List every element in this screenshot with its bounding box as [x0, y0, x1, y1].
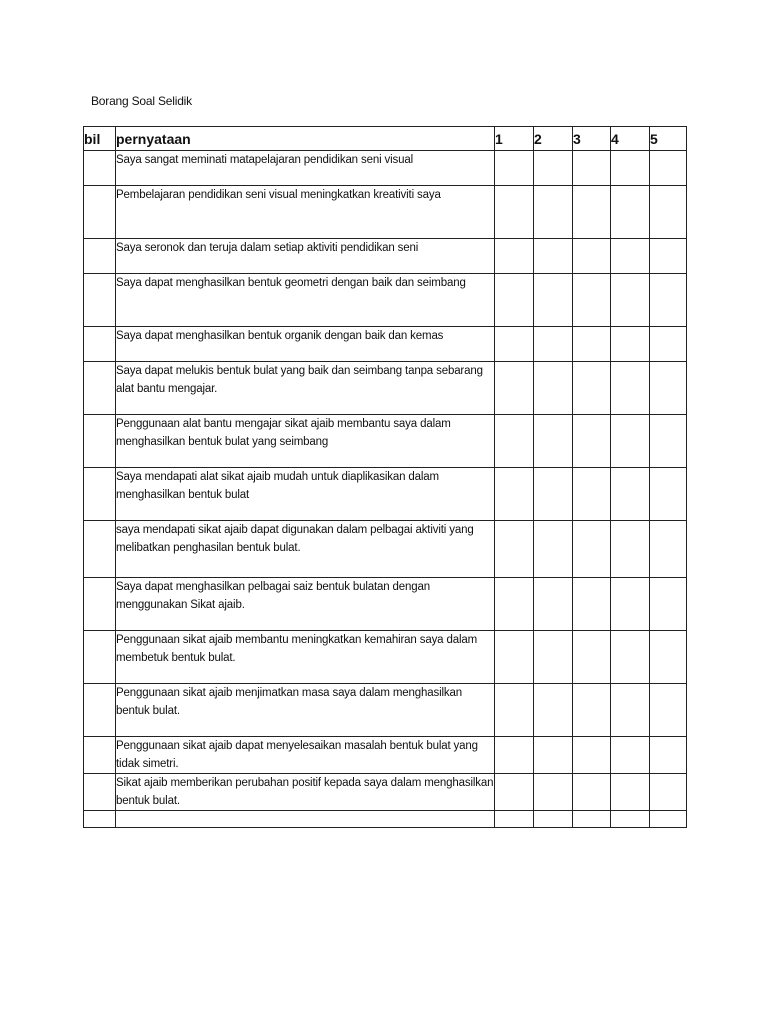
- scale-3-cell[interactable]: [573, 327, 611, 362]
- statement-cell: Penggunaan sikat ajaib membantu meningkatkan kemahiran saya dalam membetuk bentuk bulat.: [116, 631, 495, 684]
- scale-3-cell[interactable]: [573, 274, 611, 327]
- scale-4-cell[interactable]: [611, 737, 650, 774]
- scale-1-cell[interactable]: [495, 684, 534, 737]
- scale-1-cell[interactable]: [495, 631, 534, 684]
- scale-2-cell[interactable]: [534, 362, 573, 415]
- table-row: [84, 811, 687, 828]
- scale-5-cell[interactable]: [650, 415, 687, 468]
- statement-cell: [116, 811, 495, 828]
- scale-3-cell[interactable]: [573, 151, 611, 186]
- scale-2-cell[interactable]: [534, 521, 573, 578]
- scale-2-cell[interactable]: [534, 239, 573, 274]
- scale-5-cell[interactable]: [650, 774, 687, 811]
- bil-cell: [84, 578, 116, 631]
- table-row: [84, 274, 687, 327]
- scale-3-cell[interactable]: [573, 774, 611, 811]
- scale-4-cell[interactable]: [611, 151, 650, 186]
- table-row: [84, 774, 687, 811]
- scale-5-cell[interactable]: [650, 362, 687, 415]
- scale-1-cell[interactable]: [495, 774, 534, 811]
- scale-2-cell[interactable]: [534, 578, 573, 631]
- bil-cell: [84, 737, 116, 774]
- scale-5-cell[interactable]: [650, 186, 687, 239]
- scale-1-cell[interactable]: [495, 151, 534, 186]
- scale-3-cell[interactable]: [573, 631, 611, 684]
- scale-2-cell[interactable]: [534, 151, 573, 186]
- scale-1-cell[interactable]: [495, 737, 534, 774]
- scale-2-cell[interactable]: [534, 811, 573, 828]
- scale-5-cell[interactable]: [650, 274, 687, 327]
- scale-4-cell[interactable]: [611, 239, 650, 274]
- table-row: [84, 186, 687, 239]
- scale-2-cell[interactable]: [534, 327, 573, 362]
- bil-cell: [84, 468, 116, 521]
- scale-1-cell[interactable]: [495, 521, 534, 578]
- scale-3-cell[interactable]: [573, 186, 611, 239]
- scale-3-cell[interactable]: [573, 415, 611, 468]
- scale-2-cell[interactable]: [534, 468, 573, 521]
- scale-4-cell[interactable]: [611, 468, 650, 521]
- scale-1-cell[interactable]: [495, 239, 534, 274]
- scale-1-cell[interactable]: [495, 578, 534, 631]
- scale-1-cell[interactable]: [495, 327, 534, 362]
- scale-4-cell[interactable]: [611, 774, 650, 811]
- scale-1-cell[interactable]: [495, 811, 534, 828]
- scale-4-cell[interactable]: [611, 362, 650, 415]
- scale-2-cell[interactable]: [534, 737, 573, 774]
- scale-2-cell[interactable]: [534, 274, 573, 327]
- header-scale-3: 3: [573, 127, 611, 151]
- scale-4-cell[interactable]: [611, 684, 650, 737]
- statement-cell: Sikat ajaib memberikan perubahan positif kepada saya dalam menghasilkan bentuk bulat.: [116, 774, 495, 811]
- table-row: [84, 684, 687, 737]
- scale-5-cell[interactable]: [650, 578, 687, 631]
- statement-cell: saya mendapati sikat ajaib dapat digunakan dalam pelbagai aktiviti yang melibatkan penghasilan bentuk bulat.: [116, 521, 495, 578]
- table-row: [84, 327, 687, 362]
- scale-4-cell[interactable]: [611, 811, 650, 828]
- statement-cell: Pembelajaran pendidikan seni visual meningkatkan kreativiti saya: [116, 186, 495, 239]
- scale-5-cell[interactable]: [650, 521, 687, 578]
- table-row: [84, 468, 687, 521]
- statement-cell: Saya dapat menghasilkan pelbagai saiz bentuk bulatan dengan menggunakan Sikat ajaib.: [116, 578, 495, 631]
- scale-5-cell[interactable]: [650, 737, 687, 774]
- scale-5-cell[interactable]: [650, 684, 687, 737]
- scale-1-cell[interactable]: [495, 274, 534, 327]
- bil-cell: [84, 415, 116, 468]
- scale-5-cell[interactable]: [650, 811, 687, 828]
- table-row: [84, 415, 687, 468]
- scale-5-cell[interactable]: [650, 239, 687, 274]
- header-scale-2: 2: [534, 127, 573, 151]
- table-row: [84, 521, 687, 578]
- scale-3-cell[interactable]: [573, 578, 611, 631]
- scale-5-cell[interactable]: [650, 151, 687, 186]
- scale-4-cell[interactable]: [611, 631, 650, 684]
- scale-1-cell[interactable]: [495, 415, 534, 468]
- scale-4-cell[interactable]: [611, 327, 650, 362]
- scale-3-cell[interactable]: [573, 362, 611, 415]
- bil-cell: [84, 327, 116, 362]
- statement-cell: Saya dapat menghasilkan bentuk geometri dengan baik dan seimbang: [116, 274, 495, 327]
- statement-cell: Saya sangat meminati matapelajaran pendidikan seni visual: [116, 151, 495, 186]
- statement-cell: Penggunaan sikat ajaib menjimatkan masa saya dalam menghasilkan bentuk bulat.: [116, 684, 495, 737]
- bil-cell: [84, 362, 116, 415]
- bil-cell: [84, 774, 116, 811]
- statement-cell: Saya dapat menghasilkan bentuk organik dengan baik dan kemas: [116, 327, 495, 362]
- bil-cell: [84, 274, 116, 327]
- bil-cell: [84, 684, 116, 737]
- scale-4-cell[interactable]: [611, 578, 650, 631]
- statement-cell: Saya mendapati alat sikat ajaib mudah untuk diaplikasikan dalam menghasilkan bentuk bulat: [116, 468, 495, 521]
- header-scale-1: 1: [495, 127, 534, 151]
- scale-5-cell[interactable]: [650, 327, 687, 362]
- scale-3-cell[interactable]: [573, 239, 611, 274]
- statement-cell: Penggunaan sikat ajaib dapat menyelesaikan masalah bentuk bulat yang tidak simetri.: [116, 737, 495, 774]
- survey-table: [83, 126, 687, 828]
- document-title: Borang Soal Selidik: [91, 94, 192, 108]
- bil-cell: [84, 186, 116, 239]
- table-row: [84, 151, 687, 186]
- statement-cell: Penggunaan alat bantu mengajar sikat ajaib membantu saya dalam menghasilkan bentuk bulat yang seimbang: [116, 415, 495, 468]
- scale-2-cell[interactable]: [534, 415, 573, 468]
- header-bil: bil: [84, 127, 116, 151]
- table-row: [84, 737, 687, 774]
- scale-1-cell[interactable]: [495, 468, 534, 521]
- scale-3-cell[interactable]: [573, 737, 611, 774]
- scale-3-cell[interactable]: [573, 468, 611, 521]
- header-scale-5: 5: [650, 127, 687, 151]
- statement-cell: Saya seronok dan teruja dalam setiap aktiviti pendidikan seni: [116, 239, 495, 274]
- bil-cell: [84, 521, 116, 578]
- scale-3-cell[interactable]: [573, 811, 611, 828]
- table-row: [84, 239, 687, 274]
- scale-2-cell[interactable]: [534, 774, 573, 811]
- scale-3-cell[interactable]: [573, 684, 611, 737]
- header-statement: pernyataan: [116, 127, 495, 151]
- scale-1-cell[interactable]: [495, 186, 534, 239]
- scale-4-cell[interactable]: [611, 521, 650, 578]
- statement-cell: Saya dapat melukis bentuk bulat yang baik dan seimbang tanpa sebarang alat bantu mengajar.: [116, 362, 495, 415]
- scale-4-cell[interactable]: [611, 186, 650, 239]
- scale-1-cell[interactable]: [495, 362, 534, 415]
- table-row: [84, 578, 687, 631]
- scale-3-cell[interactable]: [573, 521, 611, 578]
- bil-cell: [84, 631, 116, 684]
- table-row: [84, 631, 687, 684]
- header-scale-4: 4: [611, 127, 650, 151]
- table-row: [84, 362, 687, 415]
- bil-cell: [84, 239, 116, 274]
- bil-cell: [84, 151, 116, 186]
- scale-4-cell[interactable]: [611, 415, 650, 468]
- scale-2-cell[interactable]: [534, 631, 573, 684]
- bil-cell: [84, 811, 116, 828]
- header-row: [84, 127, 687, 151]
- scale-2-cell[interactable]: [534, 684, 573, 737]
- scale-5-cell[interactable]: [650, 631, 687, 684]
- scale-2-cell[interactable]: [534, 186, 573, 239]
- scale-5-cell[interactable]: [650, 468, 687, 521]
- scale-4-cell[interactable]: [611, 274, 650, 327]
